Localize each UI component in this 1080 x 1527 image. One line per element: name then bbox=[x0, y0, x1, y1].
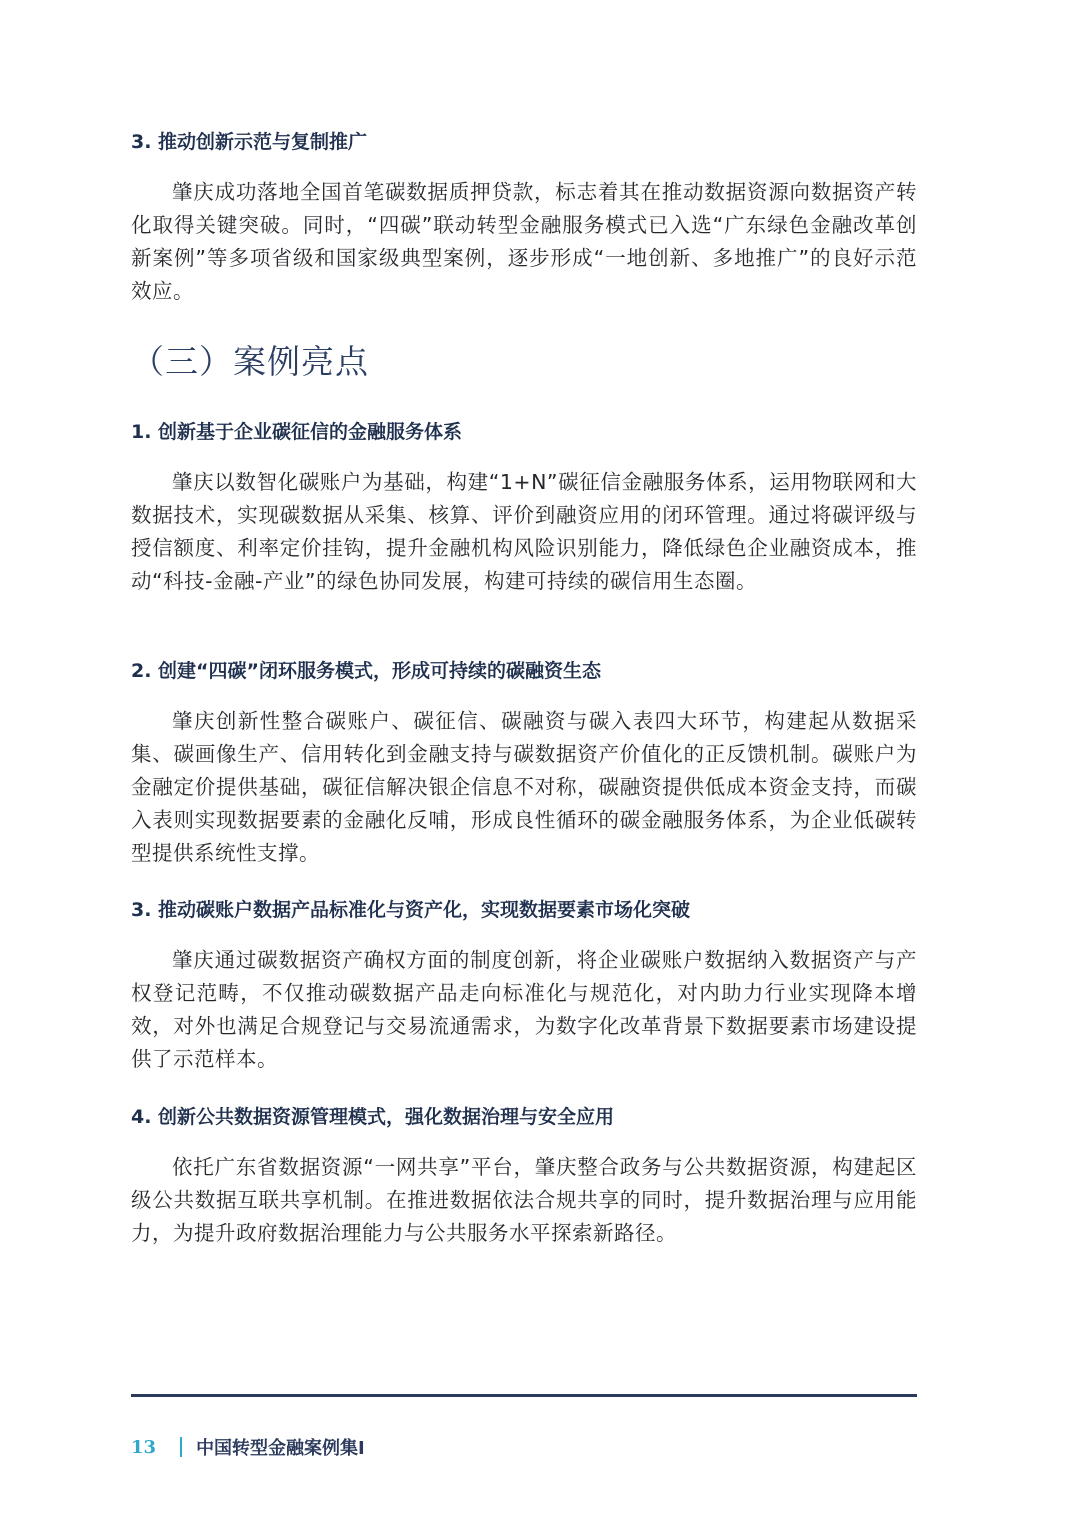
paragraph-highlight-1: 肇庆以数智化碳账户为基础，构建“1+N”碳征信金融服务体系，运用物联网和大数据技术，实现碳数据从采集、核算、评价到融资应用的闭环管理。通过将碳评级与授信额度、利率定价挂钩，提升金融机构风险识别能力，降低绿色企业融资成本，推动“科技-金融-产业”的绿色协同发展，构建可持续的碳信用生态圈。 bbox=[131, 470, 917, 593]
heading-highlight-2: 2. 创建“四碳”闭环服务模式，形成可持续的碳融资生态 bbox=[131, 660, 602, 682]
paragraph-highlight-3: 肇庆通过碳数据资产确权方面的制度创新，将企业碳账户数据纳入数据资产与产权登记范畴，不仅推动碳数据产品走向标准化与规范化，对内助力行业实现降本增效，对外也满足合规登记与交易流通需求，为数字化改革背景下数据要素市场建设提供了示范样本。 bbox=[131, 948, 917, 1071]
heading-innovation-demo: 3. 推动创新示范与复制推广 bbox=[131, 131, 368, 153]
page-number: 13 bbox=[131, 1436, 157, 1458]
footer-separator bbox=[180, 1437, 182, 1457]
paragraph-highlight-2: 肇庆创新性整合碳账户、碳征信、碳融资与碳入表四大环节，构建起从数据采集、碳画像生产、信用转化到金融支持与碳数据资产价值化的正反馈机制。碳账户为金融定价提供基础，碳征信解决银企信息不对称，碳融资提供低成本资金支持，而碳入表则实现数据要素的金融化反哺，形成良性循环的碳金融服务体系，为企业低碳转型提供系统性支撑。 bbox=[131, 709, 917, 865]
book-title: 中国转型金融案例集I bbox=[196, 1438, 365, 1459]
page-footer bbox=[131, 1433, 365, 1461]
heading-highlight-4: 4. 创新公共数据资源管理模式，强化数据治理与安全应用 bbox=[131, 1106, 615, 1128]
paragraph-innovation-demo: 肇庆成功落地全国首笔碳数据质押贷款，标志着其在推动数据资源向数据资产转化取得关键突破。同时，“四碳”联动转型金融服务模式已入选“广东绿色金融改革创新案例”等多项省级和国家级典型案例，逐步形成“一地创新、多地推广”的良好示范效应。 bbox=[131, 180, 917, 303]
section-title-highlights: （三）案例亮点 bbox=[131, 342, 369, 381]
heading-highlight-3: 3. 推动碳账户数据产品标准化与资产化，实现数据要素市场化突破 bbox=[131, 899, 691, 921]
heading-highlight-1: 1. 创新基于企业碳征信的金融服务体系 bbox=[131, 421, 463, 443]
paragraph-highlight-4: 依托广东省数据资源“一网共享”平台，肇庆整合政务与公共数据资源，构建起区级公共数据互联共享机制。在推进数据依法合规共享的同时，提升数据治理与应用能力，为提升政府数据治理能力与公共服务水平探索新路径。 bbox=[131, 1155, 917, 1245]
footer-divider bbox=[131, 1394, 917, 1397]
